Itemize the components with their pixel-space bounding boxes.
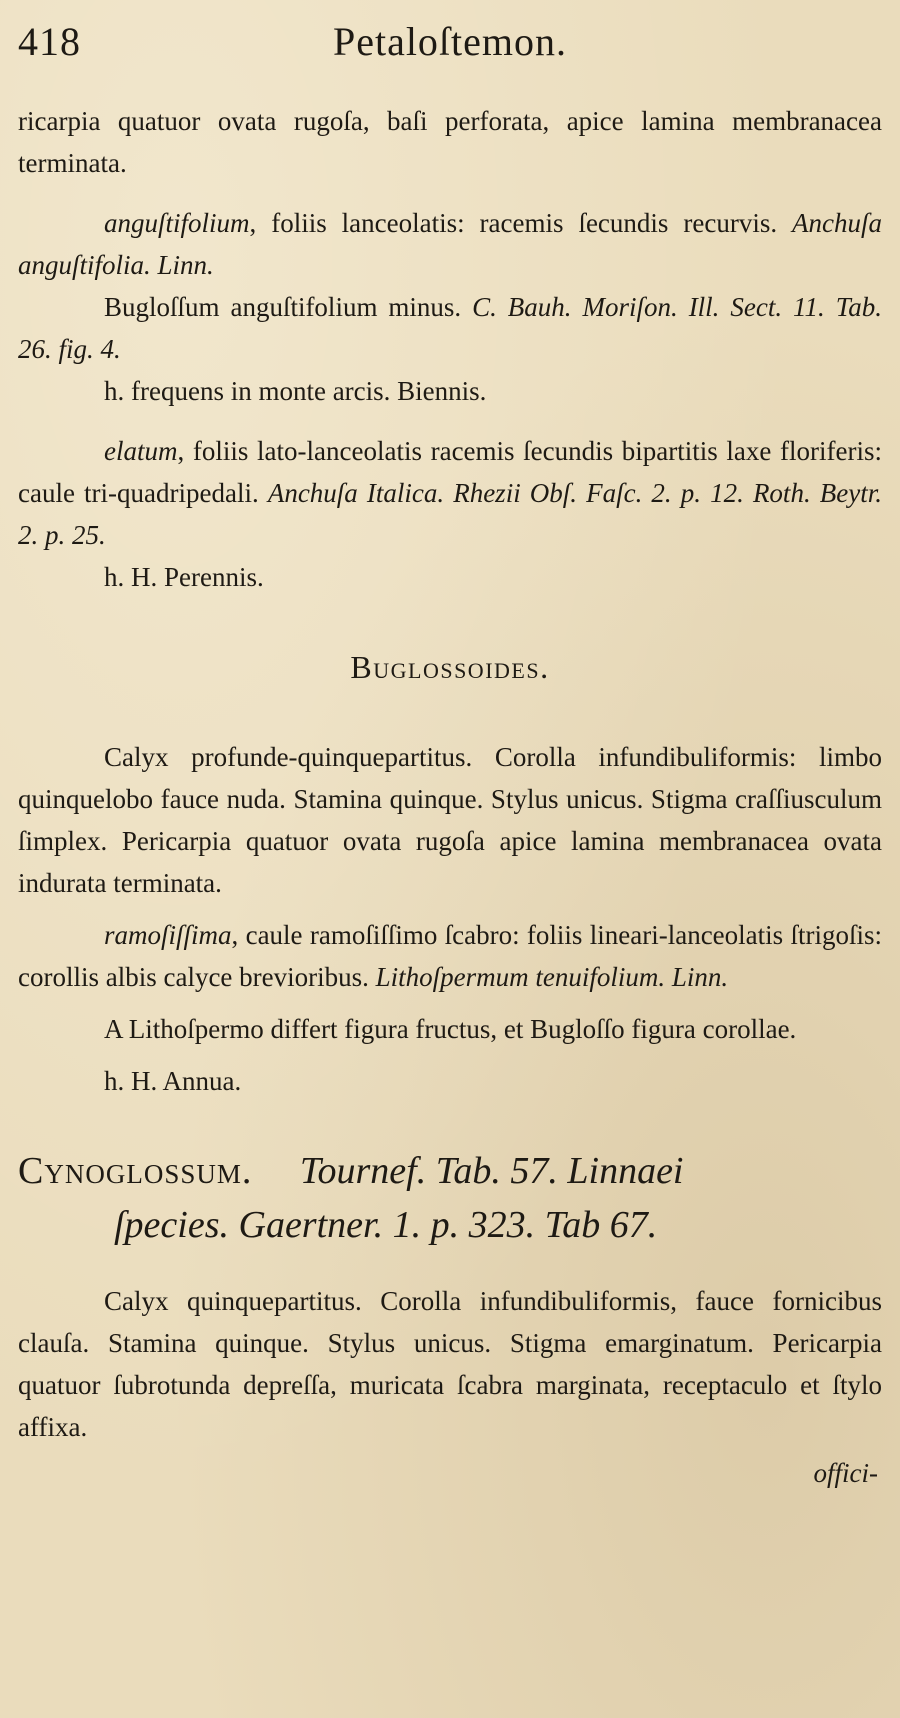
species-diagnosis: , foliis lato-lanceolatis racemis ſecundis bipartitis laxe floriferis: caule tri-quadripedali. <box>18 436 882 508</box>
synonym: Anchuſa anguſtifolia. <box>18 208 883 280</box>
page-body <box>18 100 882 1494</box>
note-text: A Lithoſpermo differt figura fructus, et Bugloſſo figura corollae. <box>104 1014 797 1044</box>
habitat-line: h. frequens in monte arcis. Biennis. <box>104 376 487 406</box>
genus-reference: Tournef. Tab. 57. Linnaei <box>299 1150 684 1192</box>
species-name: elatum <box>104 436 178 466</box>
genus-heading: Buglossoides. <box>350 649 550 685</box>
genus-heading-block <box>18 1144 882 1252</box>
species-name: anguſtifolium <box>104 208 250 238</box>
species-diagnosis: , caule ramoſiſſimo ſcabro: foliis lineari-lanceolatis ſtrigoſis: corollis albis calyce brevioribus. <box>18 920 882 992</box>
genus-description: Calyx profunde-quinquepartitus. Corolla infundibuliformis: limbo quinquelobo fauce nuda. Stamina quinque. Stylus unicus. Stigma craſſiusculum ſimplex. Pericarpia quatuor ovata rugoſa apice lamina membranacea ovata indurata terminata. <box>18 742 882 898</box>
genus-reference: ſpecies. Gaertner. 1. p. 323. Tab 67. <box>114 1204 658 1246</box>
continuation-text: ricarpia quatuor ovata rugoſa, baſi perforata, apice lamina membranacea terminata. <box>18 106 882 178</box>
genus-heading: Cynoglossum. <box>18 1150 253 1192</box>
synonym-reference: C. Bauh. Moriſon. Ill. Sect. 11. Tab. 26. fig. 4. <box>18 292 883 364</box>
page-header <box>18 18 882 70</box>
synonym-text: Bugloſſum anguſtifolium minus. <box>104 292 462 322</box>
page-number: 418 <box>18 19 81 64</box>
catchword: offici- <box>813 1458 878 1488</box>
species-entry <box>18 202 882 286</box>
synonym-entry <box>18 286 882 370</box>
habitat-line: h. H. Annua. <box>104 1066 242 1096</box>
synonym-author: Linn. <box>157 250 214 280</box>
genus-description: Calyx quinquepartitus. Corolla infundibuliformis, fauce fornicibus clauſa. Stamina quinque. Stylus unicus. Stigma emarginatum. Pericarpia quatuor ſubrotunda depreſſa, muricata ſcabra marginata, receptaculo et ſtylo affixa. <box>18 1286 882 1442</box>
synonym: Anchuſa Italica. Rhezii Obſ. Faſc. 2. p. 12. Roth. Beytr. 2. p. 25. <box>18 478 883 550</box>
synonym: Lithoſpermum tenuifolium. <box>375 962 666 992</box>
running-title: Petaloſtemon. <box>332 19 568 64</box>
species-entry <box>18 914 882 998</box>
species-name: ramoſiſſima <box>104 920 232 950</box>
habitat-line: h. H. Perennis. <box>104 562 264 592</box>
species-diagnosis: , foliis lanceolatis: racemis ſecundis recurvis. <box>249 208 778 238</box>
species-entry <box>18 430 882 556</box>
synonym-author: Linn. <box>671 962 729 992</box>
